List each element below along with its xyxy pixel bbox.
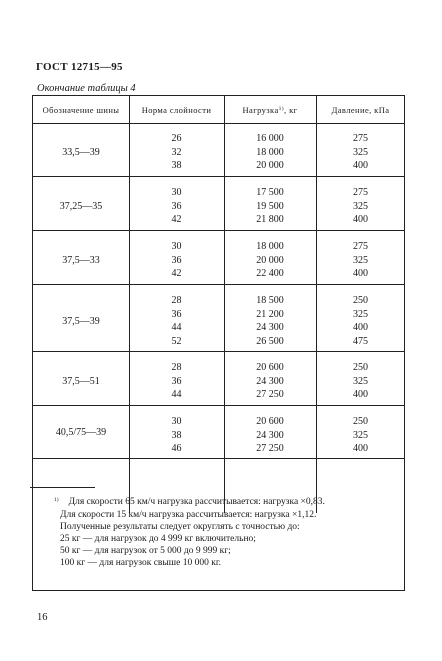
load-value: 20 600 <box>256 416 284 427</box>
column-divider <box>129 96 130 123</box>
page-number: 16 <box>37 612 48 623</box>
table-row-group <box>33 231 404 285</box>
ply-value: 42 <box>171 214 182 225</box>
pressure-cell <box>316 415 405 456</box>
header-pressure: Давление, кПа <box>331 104 390 115</box>
load-cell <box>224 361 316 402</box>
ply-rating-cell <box>129 361 224 402</box>
pressure-value: 275 <box>353 133 368 144</box>
load-value: 21 200 <box>256 308 284 320</box>
table-caption: Окончание таблицы 4 <box>37 83 136 94</box>
load-value: 22 400 <box>256 268 284 279</box>
load-value: 20 000 <box>256 254 284 266</box>
pressure-value: 325 <box>353 254 368 266</box>
pressure-cell <box>316 294 405 348</box>
load-value: 20 000 <box>256 160 284 171</box>
pressure-value: 400 <box>353 443 368 454</box>
pressure-value: 250 <box>353 416 368 427</box>
table-row-group <box>33 406 404 459</box>
ply-value: 44 <box>171 322 182 333</box>
pressure-value: 325 <box>353 146 368 158</box>
pressure-cell <box>316 361 405 402</box>
ply-value: 38 <box>171 429 182 441</box>
ply-value: 44 <box>171 389 182 400</box>
pressure-value: 250 <box>353 362 368 373</box>
ply-value: 26 <box>171 133 182 144</box>
header-load-label: Нагрузка <box>242 104 279 115</box>
footnote-line: 50 кг — для нагрузок от 5 000 до 9 999 кг; <box>60 546 231 556</box>
load-value: 20 600 <box>256 362 284 373</box>
tire-designation-cell: 37,5—51 <box>62 376 100 387</box>
header-tire-designation: Обозначение шины <box>42 104 120 115</box>
ply-value: 36 <box>171 254 182 266</box>
ply-value: 28 <box>171 362 182 373</box>
pressure-cell <box>316 240 405 281</box>
ply-value: 36 <box>171 375 182 387</box>
footnote-line: 25 кг — для нагрузок до 4 999 кг включительно; <box>60 534 256 544</box>
table-row-group <box>33 123 404 177</box>
pressure-value: 400 <box>353 322 368 333</box>
ply-value: 46 <box>171 443 182 454</box>
table-row-group <box>33 352 404 406</box>
pressure-value: 475 <box>353 335 368 347</box>
pressure-value: 325 <box>353 308 368 320</box>
ply-value: 30 <box>171 187 182 198</box>
load-value: 27 250 <box>256 389 284 400</box>
load-value: 24 300 <box>256 322 284 333</box>
load-value: 26 500 <box>256 335 284 347</box>
header-load <box>224 96 316 123</box>
load-value: 18 000 <box>256 146 284 158</box>
pressure-value: 325 <box>353 375 368 387</box>
pressure-value: 400 <box>353 389 368 400</box>
tire-designation-cell: 33,5—39 <box>62 147 100 158</box>
footnote-text: Для скорости 65 км/ч нагрузка рассчитывается: нагрузка ×0,83. <box>68 497 325 507</box>
pressure-value: 400 <box>353 268 368 279</box>
ply-rating-cell <box>129 186 224 227</box>
pressure-value: 325 <box>353 200 368 212</box>
pressure-value: 400 <box>353 214 368 225</box>
load-value: 27 250 <box>256 443 284 454</box>
footnote-mark: 1) <box>54 497 59 503</box>
header-ply-rating: Норма слойности <box>141 104 212 115</box>
load-cell <box>224 415 316 456</box>
tire-designation-cell: 40,5/75—39 <box>55 427 107 438</box>
table-row-group <box>33 285 404 352</box>
tire-designation-cell: 37,5—33 <box>62 255 100 266</box>
tire-designation-cell: 37,25—35 <box>59 201 103 212</box>
pressure-value: 250 <box>353 295 368 306</box>
load-value: 24 300 <box>256 375 284 387</box>
ply-rating-cell <box>129 132 224 173</box>
load-cell <box>224 240 316 281</box>
ply-value: 28 <box>171 295 182 306</box>
footnote-rule <box>30 487 95 488</box>
load-value: 18 500 <box>256 295 284 306</box>
load-value: 18 000 <box>256 241 284 252</box>
ply-value: 32 <box>171 146 182 158</box>
ply-value: 36 <box>171 200 182 212</box>
header-load-unit: , кг <box>284 104 298 115</box>
load-cell <box>224 132 316 173</box>
pressure-value: 275 <box>353 241 368 252</box>
footnote-line <box>54 497 325 507</box>
pressure-value: 400 <box>353 160 368 171</box>
load-value: 19 500 <box>256 200 284 212</box>
pressure-cell <box>316 186 405 227</box>
ply-value: 52 <box>171 335 182 347</box>
table-header-row <box>33 96 404 124</box>
pressure-value: 325 <box>353 429 368 441</box>
ply-value: 30 <box>171 416 182 427</box>
footnote-line: Для скорости 15 км/ч нагрузка рассчитывается: нагрузка ×1,12. <box>60 510 317 520</box>
load-cell <box>224 294 316 348</box>
footnote-line: 100 кг — для нагрузок свыше 10 000 кг. <box>60 558 222 568</box>
tire-designation-cell: 37,5—39 <box>62 316 100 327</box>
load-value: 21 800 <box>256 214 284 225</box>
ply-value: 42 <box>171 268 182 279</box>
pressure-value: 275 <box>353 187 368 198</box>
ply-value: 38 <box>171 160 182 171</box>
pressure-cell <box>316 132 405 173</box>
footnote-line: Полученные результаты следует округлять с точностью до: <box>60 522 300 532</box>
ply-rating-cell <box>129 294 224 348</box>
ply-rating-cell <box>129 240 224 281</box>
load-value: 16 000 <box>256 133 284 144</box>
ply-value: 30 <box>171 241 182 252</box>
load-value: 24 300 <box>256 429 284 441</box>
ply-rating-cell <box>129 415 224 456</box>
ply-value: 36 <box>171 308 182 320</box>
standard-id: ГОСТ 12715—95 <box>36 61 123 73</box>
header-load-footnote-mark: 1) <box>278 105 285 112</box>
load-cell <box>224 186 316 227</box>
load-value: 17 500 <box>256 187 284 198</box>
table-row-group <box>33 177 404 231</box>
